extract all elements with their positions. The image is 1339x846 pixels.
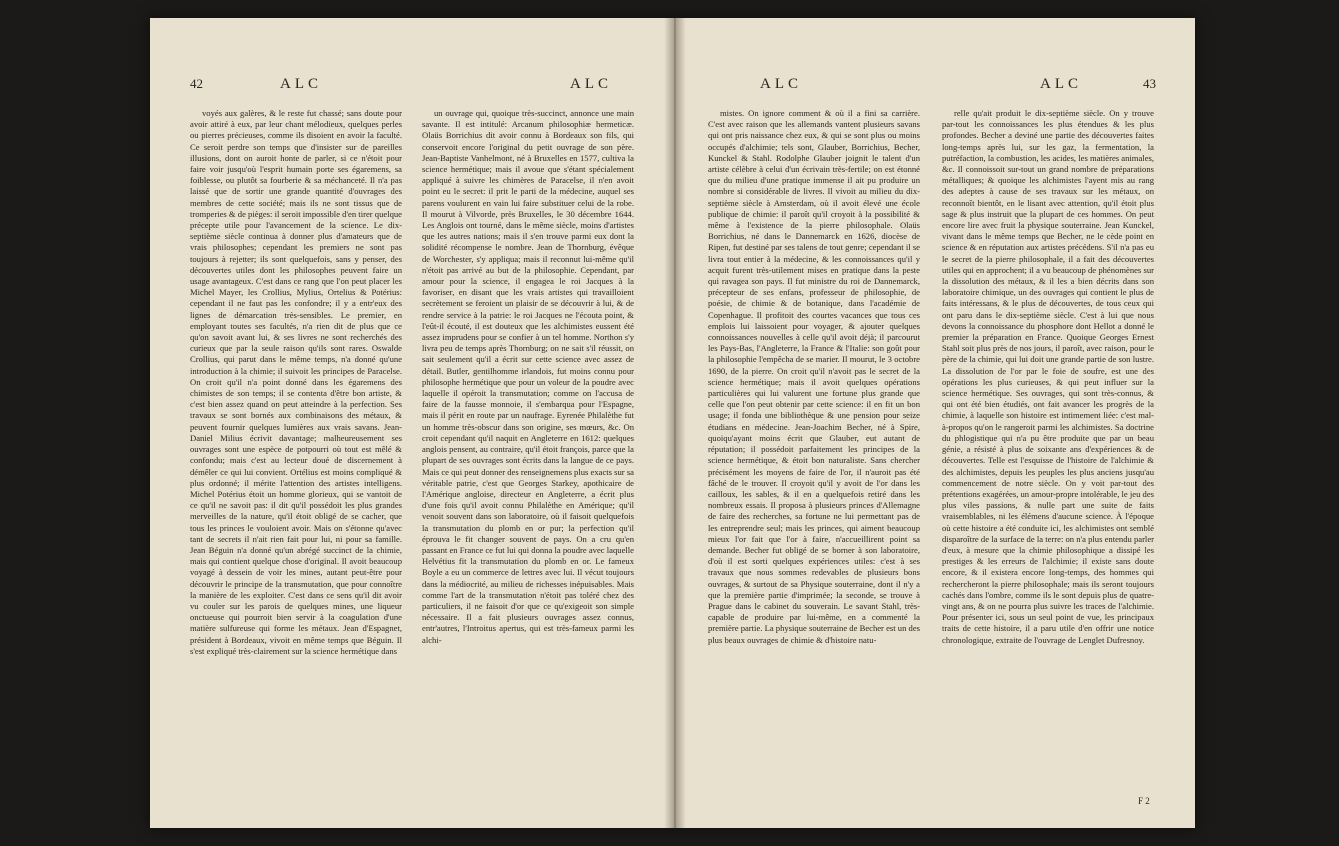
left-column-1 bbox=[190, 108, 402, 657]
left-page bbox=[150, 18, 670, 828]
right-column-2 bbox=[942, 108, 1154, 646]
book-scan bbox=[150, 18, 1195, 828]
signature-mark: F 2 bbox=[1138, 796, 1150, 806]
right-page bbox=[680, 18, 1195, 828]
left-running-head-1: ALC bbox=[280, 76, 322, 92]
right-header bbox=[680, 76, 1195, 96]
right-running-head-1: ALC bbox=[760, 76, 802, 92]
left-header bbox=[150, 76, 670, 96]
left-column-2 bbox=[422, 108, 634, 646]
right-column-1-text: mistes. On ignore comment & où il a fini sa carrière. C'est avec raison que les allemands vantent plusieurs savans qui ont pris naissance chez eux, & qui se sont plus ou moins occupés d'alchimie; tels sont, Glauber, Borrichius, Becher, Kunckel & Stahl. Rodolphe Glauber joignit le talent d'un artiste célèbre à celui d'un écrivain très-fertile; on est étonné que du milieu d'une pratique immense il ait pu produire un nombre si considérable de livres. Il vivoit au milieu du dix-septième siècle à Amsterdam, où il avoit élevé une école publique de chimie: il paroît qu'il croyoit à la possibilité & même à l'existence de la pierre philosophale. Olaüs Borrichius, né dans le Dannemarck en 1626, diocèse de Ripen, fut destiné par ses talens de tout genre; cependant il se livra tout entier à la médecine, & les connoissances qu'il y acquit furent très-utilement mises en pratique dans la peste qui ravagea son pays. Il fut ministre du roi de Dannemarck, précepteur de ses enfans, professeur de philosophie, de poésie, de chimie & de botanique, dans l'académie de Copenhague. Il profitoit des courtes vacances que tous ces emplois lui laissoient pour voyager, & ajouter quelques connoissances nouvelles à celle qu'il avoit déjà; il parcourut les Pays-Bas, l'Angleterre, la France & l'Italie: son goût pour la philosophie l'empêcha de se marier. Il mourut, le 3 octobre 1690, de la pierre. On croit qu'il n'avoit pas le secret de la science hermétique; mais il avoit quelques opérations particulières qui lui valurent une fortune plus grande que celle que l'on peut obtenir par cette science: il en fit un bon usage; il fonda une bibliothèque & une pension pour seize étudians en médecine. Jean-Joachim Becher, né à Spire, quoiqu'ayant moins écrit que Glauber, eut autant de réputation; il possédoit parfaitement les principes de la science hermétique, & étoit bon naturaliste. Sans chercher précisément les moyens de faire de l'or, il n'auroit pas été fâché de le trouver. Il croyoit qu'il y avoit de l'or dans les cailloux, les sables, & il en a quelquefois retiré dans les nombreux essais. Il proposa à plusieurs princes d'Allemagne de faire des recherches, sa fortune ne lui permettant pas de les entreprendre seul; mais les princes, qui aiment beaucoup mieux l'or fait que l'or à faire, n'accueillirent point sa demande. Becher fut obligé de se borner à son laboratoire, d'où il est sorti quelques expériences utiles: c'est à ses travaux que nous sommes redevables de plusieurs bons ouvrages, & surtout de sa Physique souterraine, dont il n'y a que la première partie d'imprimée; la seconde, se trouve à Prague dans le cabinet du souverain. Le savant Stahl, très-capable de produire par lui-même, en a commenté la première partie. La physique souterraine de Becher est un des plus beaux ouvrages de chimie & d'histoire natu- bbox=[708, 108, 920, 645]
left-running-head-2: ALC bbox=[570, 76, 612, 92]
left-column-1-text: voyés aux galères, & le reste fut chassé; sans doute pour avoir attiré à eux, par leur chant mélodieux, quelques perles ou pierres précieuses, comme ils disoient en avoir la faculté. Ce seroit perdre son temps que d'insister sur de pareilles illusions, dont on auroit honte de parler, si ce n'étoit pour faire voir jusqu'où l'esprit humain porte ses égaremens, sa foiblesse, ou plutôt sa fourberie & sa méchanceté. Il n'a pas laissé que de sortir une grande quantité d'ouvrages des membres de cette société; mais ils ne sont tissus que de tromperies & de pièges: il seroit impossible d'en tirer quelque précepte utile pour l'avancement de la science. Le dix-septième siècle continua à donner plus d'amateurs que de vrais philosophes; cependant les premiers ne sont pas toujours à rejetter; ils sont quelquefois, sans y penser, des découvertes utiles dont les philosophes peuvent faire un usage avantageux. C'est dans ce rang que l'on peut placer les Michel Mayer, les Crollius, Mylius, Ortelius & Potérius: cependant il ne faut pas les confondre; il y a entr'eux des lignes de démarcation très-sensibles. Le premier, en employant toutes ses facultés, n'a rien dit de plus que ce qu'on savoit avant lui, & ses livres ne sont recherchés des curieux que par la seule raison qu'ils sont rares. Oswalde Crollius, qui parut dans le même temps, n'a donné qu'une introduction à la chimie; il suivoit les principes de Paracelse. On croit qu'il n'a point donné dans les égaremens des chimistes de son temps; il se contenta d'être bon artiste, & c'est bien assez quand on peut atteindre à la perfection. Ses travaux se sont bornés aux combinaisons des métaux, & peuvent fournir quelques lumières aux vrais savans. Jean-Daniel Milius écrivit davantage; malheureusement ses ouvrages sont une espèce de potpourri où tout est mêlé & confondu; mais c'est au lecteur doué de discernement à démêler ce qui lui convient. Ortélius est moins compliqué & plus ordonné; il mérite l'attention des artistes intelligens. Michel Potérius étoit un homme glorieux, qui se vantoit de ce qu'il ne savoit pas: il dit qu'il possédoit les plus grandes merveilles de la nature, qu'il étoit obligé de se cacher, que tous les princes le vouloient avoir. Mais on s'étonne qu'avec tant de secrets il n'ait rien fait pour lui, ni pour sa famille. Jean Béguin n'a donné qu'un abrégé succinct de la chimie, mais qui contient quelque chose d'original. Il avoit beaucoup voyagé à dessein de voir les mines, autant peut-être pour découvrir le principe de la transmutation, que pour connoître la manière de les exploiter. C'est dans ce sens qu'il dit avoir vu couler sur les parois de quelques mines, une liqueur onctueuse qui pourroit bien servir à la coagulation d'une matière sulfureuse qui forme les métaux. Jean d'Espagnet, président à Bordeaux, vivoit en même temps que Béguin. Il s'est expliqué très-clairement sur la science hermétique dans bbox=[190, 108, 402, 656]
right-column-1 bbox=[708, 108, 920, 646]
left-page-number: 42 bbox=[190, 76, 203, 91]
right-column-2-text: relle qu'ait produit le dix-septième siècle. On y trouve par-tout les connoissances les plus étendues & les plus profondes. Becher a deviné une partie des découvertes faites long-temps après lui, sur les gaz, la fermentation, la putréfaction, la combustion, les acides, les matières animales, &c. Il connoissoit sur-tout un grand nombre de préparations métalliques; & quoique les alchimistes l'ayent mis au rang des adeptes à cause de ses travaux sur les métaux, on reconnoît bientôt, en le lisant avec attention, qu'il étoit plus sage & plus instruit que la plupart de ces hommes. On peut encore lire avec fruit la physique souterraine. Jean Kunckel, vivant dans le même temps que Becher, ne le cède point en science & en réputation aux artistes précédens. S'il n'a pas eu le secret de la pierre philosophale, il a fait des découvertes utiles qui en approchent; il a vu beaucoup de phénomènes sur la dissolution des métaux, & il les a bien décrits dans son laboratoire chimique, un des ouvrages qui contient le plus de faits intéressans, & le plus de découvertes, de tous ceux qui ont paru dans le dix-septième siècle. C'est à lui que nous devons la connoissance du phosphore dont Hellot a donné le premier la préparation en France. Quoique Georges Ernest Stahl soit plus près de nos jours, il paroît, avec raison, pour le père de la chimie, qui lui doit une grande partie de son lustre. La dissolution de l'or par le foie de soufre, est une des opérations les plus curieuses, & qui peut influer sur la science hermétique. Ses ouvrages, qui sont très-connus, & qui ont été bien étudiés, ont fait avancer les progrès de la chimie, à laquelle son histoire est intimement liée: c'est mal-à-propos qu'on le rangeroit parmi les alchimistes. Sa doctrine du phlogistique qui n'a pu être produite que par un beau génie, a résisté à plus de soixante ans d'expériences & de découvertes. Telle est l'esquisse de l'histoire de l'alchimie & des alchimistes, depuis les peuples les plus anciens jusqu'au commencement de notre siècle. On y voit par-tout des prétentions exagérées, un amour-propre intolérable, le jeu des plus viles passions, & nulle part une suite de faits vraisemblables, ni les élémens d'aucune science. À l'époque où cette histoire a été conduite ici, les alchimistes ont semblé disparoître de la surface de la terre: on n'a plus entendu parler d'eux, à mesure que la chimie philosophique a dissipé les prestiges & les erreurs de l'alchimie; il existe sans doute encore, & il existera encore long-temps, des hommes qui rechercheront la pierre philosophale; mais ils seront toujours cachés dans l'ombre, comme ils le sont depuis plus de quatre-vingt ans, & on ne pourra plus suivre les traces de l'alchimie. Pour présenter ici, sous un seul point de vue, les principaux traits de cette histoire, il a paru utile d'en offrir une notice chronologique, extraite de l'ouvrage de Lenglet Dufresnoy. bbox=[942, 108, 1154, 645]
left-column-2-text: un ouvrage qui, quoique très-succinct, annonce une main savante. Il est intitulé: Arcanum philosophiæ hermeticæ. Olaüs Borrichius dit avoir connu à Bordeaux son fils, qui conservoit encore l'original du petit ouvrage de son père. Jean-Baptiste Vanhelmont, né à Bruxelles en 1577, cultiva la science hermétique; mais il avoue que s'étant spécialement appliqué à suivre les chimères de Paracelse, il n'en avoit point eu le secret: il prit le parti de la médecine, auquel ses parens voulurent en vain lui faire substituer celui de la robe. Il mourut à Vilvorde, près Bruxelles, le 30 décembre 1644. Les Anglois ont tourné, dans le même siècle, moins d'artistes que les autres nations; mais il s'en trouve parmi eux dont la solidité récompense le nombre. Jean de Thornburg, évêque de Worchester, s'y appliqua; mais il reconnut lui-même qu'il n'étoit pas arrivé au but de la philosophie. Cependant, par amour pour la science, il engagea le roi Jacques à la favoriser, en disant que les vrais artistes qui travailloient secrètement se feroient un plaisir de se découvrir à lui, & de rendre service à la patrie: le roi Jacques ne l'écouta point, & l'eût-il écouté, il est douteux que les alchimistes eussent été assez imprudens pour se confier à un tel homme. Northon s'y livra peu de temps après Thornburg; on ne sait s'il réussit, on sait seulement qu'il a écrit sur cette science avec assez de détail. Butler, gentilhomme irlandois, fut moins connu pour philosophe hermétique que pour un voleur de la poudre avec laquelle il opéroit la transmutation; comme on l'accusa de faire de la fausse monnoie, il s'embarqua pour l'Espagne, mais il périt en route par un naufrage. Eyrenée Philalèthe fut un homme très-obscur dans son origine, ses mœurs, &c. On croit cependant qu'il naquit en Angleterre en 1612: quelques anglois pensent, au contraire, qu'il étoit françois, parce que la plupart de ses ouvrages sont écrits dans la langue de ce pays. Mais ce qui peut donner des renseignemens plus exacts sur sa véritable patrie, c'est que Georges Starkey, apothicaire de l'Amérique angloise, directeur en Angleterre, a écrit plus d'une fois qu'il avoit connu Philalèthe en Amérique; qu'il venoit souvent dans son laboratoire, où il faisoit quelquefois la transmutation du plomb en or pur; la perfection qu'il éprouva le fit changer souvent de pays. On a cru qu'en passant en France ce fut lui qui donna la poudre avec laquelle Helvétius fit la transmutation du plomb en or. Le fameux Boyle a eu un commerce de lettres avec lui. Il vécut toujours dans la médiocrité, au milieu de richesses inépuisables. Mais comme l'art de la transmutation n'étoit pas toléré chez des particuliers, il ne faisoit d'or que ce qu'exigeoit son simple nécessaire. Il a fait plusieurs ouvrages assez connus, entr'autres, l'Introitus apertus, qui est très-fameux parmi les alchi- bbox=[422, 108, 634, 645]
right-page-number: 43 bbox=[1143, 76, 1156, 91]
right-running-head-2: ALC bbox=[1040, 76, 1082, 92]
